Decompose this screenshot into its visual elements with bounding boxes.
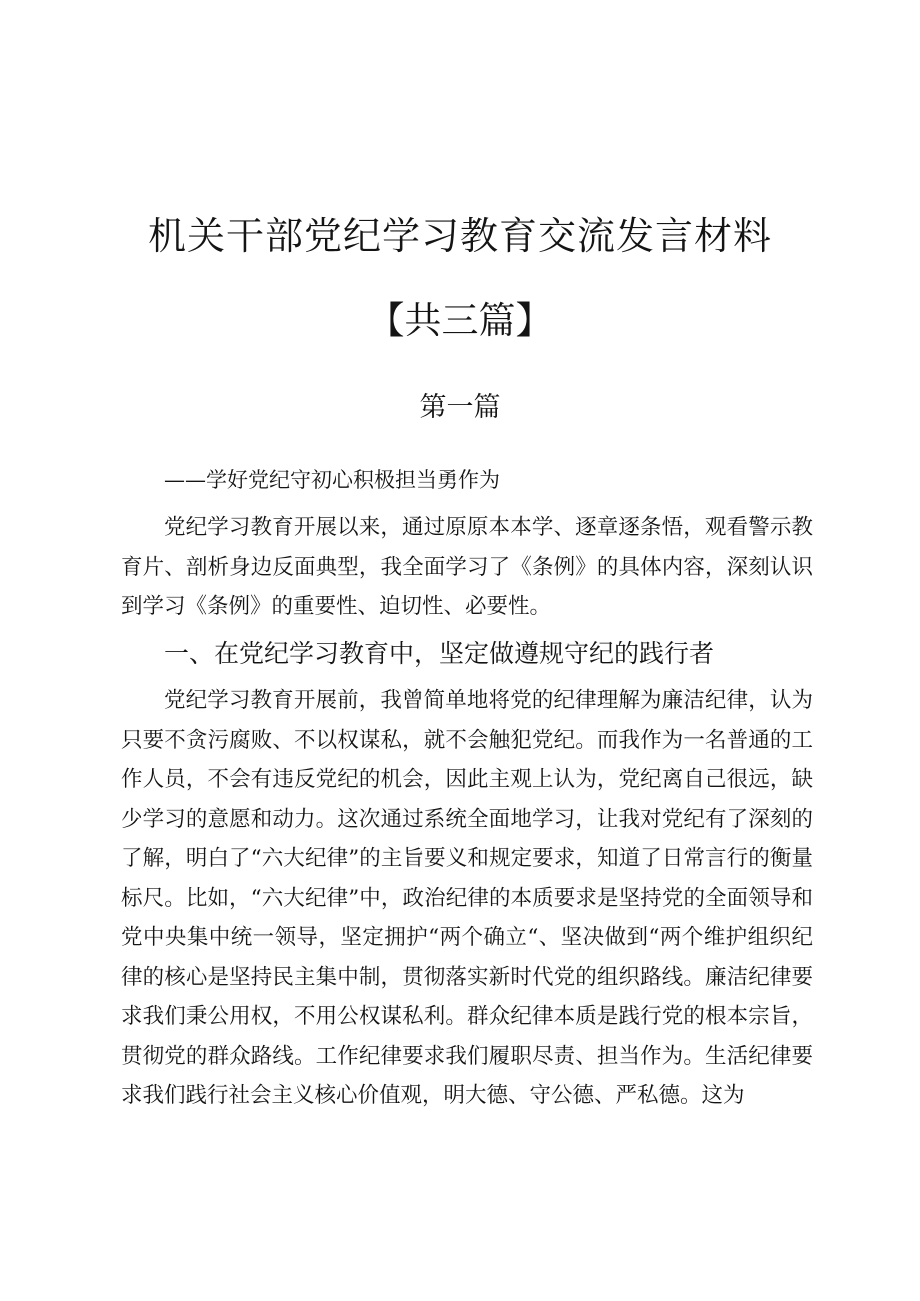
- document-title: 机关干部党纪学习教育交流发言材料: [147, 214, 772, 258]
- section-1-paragraph: 党纪学习教育开展前，我曾简单地将党的纪律理解为廉洁纪律，认为只要不贪污腐败、不以权谋私，就不会触犯党纪。而我作为一名普通的工作人员，不会有违反党纪的机会，因此主观上认为，党纪离自己很远，缺少学习的意愿和动力。这次通过系统全面地学习，让我对党纪有了深刻的了解，明白了“六大纪律”的主旨要义和规定要求，知道了日常言行的衡量标尺。比如，“六大纪律”中，政治纪律的本质要求是坚持党的全面领导和党中央集中统一领导，坚定拥护“两个确立“、坚决做到“两个维护组织纪律的核心是坚持民主集中制，贯彻落实新时代党的组织路线。廉洁纪律要求我们秉公用权，不用公权谋私利。群众纪律本质是践行党的根本宗旨，贯彻党的群众路线。工作纪律要求我们履职尽责、担当作为。生活纪律要求我们践行社会主义核心价值观，明大德、守公德、严私德。这为: [121, 688, 813, 1108]
- part-tagline: ——学好党纪守初心积极担当勇作为: [164, 468, 500, 492]
- part-heading: 第一篇: [419, 392, 501, 423]
- intro-paragraph: 党纪学习教育开展以来，通过原原本本学、逐章逐条悟，观看警示教育片、剖析身边反面典型，我全面学习了《条例》的具体内容，深刻认识到学习《条例》的重要性、迫切性、必要性。: [121, 515, 813, 619]
- document-subtitle: 【共三篇】: [367, 299, 553, 342]
- section-heading-1: 一、在党纪学习教育中，坚定做遵规守纪的践行者: [164, 639, 715, 668]
